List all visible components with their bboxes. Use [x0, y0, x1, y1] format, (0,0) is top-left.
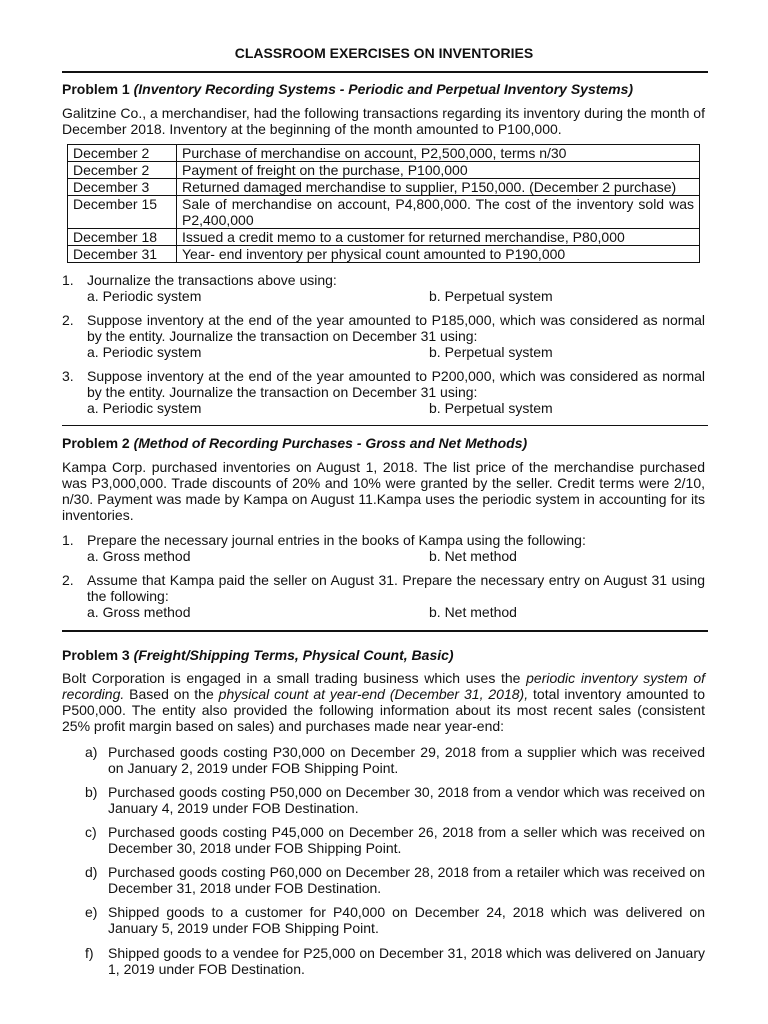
problem-3-intro	[62, 670, 705, 734]
table-row	[68, 179, 700, 196]
problem-2-label: Problem 2	[62, 435, 130, 451]
table-row	[68, 229, 700, 246]
item-label: b)	[85, 784, 98, 800]
option-b: b. Perpetual system	[429, 400, 553, 416]
description-cell: Purchase of merchandise on account, P2,500,000, terms n/30	[177, 145, 700, 162]
option-b: b. Net method	[429, 548, 517, 564]
question-text: Prepare the necessary journal entries in the books of Kampa using the following:	[87, 532, 586, 548]
description-cell: Issued a credit memo to a customer for returned merchandise, P80,000	[177, 229, 700, 246]
option-a: a. Gross method	[87, 604, 191, 620]
intro-text: total inventory amounted to P500,000. The entity also provided the following information about its most recent sales (consistent 25% profit margin based on sales) and purchases made near year-end:	[62, 686, 705, 734]
table-row	[68, 246, 700, 263]
divider	[62, 71, 708, 73]
description-cell: Payment of freight on the purchase, P100,000	[177, 162, 700, 179]
option-a: a. Gross method	[87, 548, 191, 564]
item-label: e)	[85, 904, 98, 920]
question-text: Suppose inventory at the end of the year amounted to P200,000, which was considered as normal by the entity. Journalize the transaction on December 31 using:	[87, 368, 705, 400]
description-cell: Returned damaged merchandise to supplier, P150,000. (December 2 purchase)	[177, 179, 700, 196]
date-cell: December 15	[68, 196, 177, 229]
option-a: a. Periodic system	[87, 400, 202, 416]
question-number: 1.	[62, 532, 74, 548]
date-cell: December 2	[68, 145, 177, 162]
description-cell: Year- end inventory per physical count amounted to P190,000	[177, 246, 700, 263]
intro-emphasis: physical count at year-end (December 31, 2018),	[218, 686, 529, 702]
question-text: Assume that Kampa paid the seller on August 31. Prepare the necessary entry on August 31 using the following:	[87, 572, 705, 604]
item-label: f)	[85, 945, 94, 961]
question-text: Suppose inventory at the end of the year amounted to P185,000, which was considered as normal by the entity. Journalize the transaction on December 31 using:	[87, 312, 705, 344]
option-b: b. Perpetual system	[429, 288, 553, 304]
divider	[62, 425, 708, 426]
item-label: c)	[85, 824, 97, 840]
problem-1-subtitle: (Inventory Recording Systems - Periodic and Perpetual Inventory Systems)	[133, 81, 634, 97]
question-number: 3.	[62, 368, 74, 384]
item-label: d)	[85, 864, 98, 880]
intro-emphasis: periodic inventory system of recording.	[62, 670, 705, 702]
list-item: Purchased goods costing P45,000 on December 26, 2018 from a seller which was received on December 30, 2018 under FOB Shipping Point.	[108, 824, 705, 856]
table-row	[68, 162, 700, 179]
date-cell: December 18	[68, 229, 177, 246]
list-item: Purchased goods costing P30,000 on December 29, 2018 from a supplier which was received on January 2, 2019 under FOB Shipping Point.	[108, 744, 705, 776]
question-text: Journalize the transactions above using:	[87, 272, 337, 288]
intro-text: Bolt Corporation is engaged in a small trading business which uses the	[62, 670, 527, 686]
question-number: 2.	[62, 572, 74, 588]
problem-3-subtitle: (Freight/Shipping Terms, Physical Count, Basic)	[133, 647, 454, 663]
transactions-table	[67, 144, 700, 263]
list-item: Shipped goods to a customer for P40,000 on December 24, 2018 which was delivered on January 5, 2019 under FOB Shipping Point.	[108, 904, 705, 936]
option-b: b. Perpetual system	[429, 344, 553, 360]
item-label: a)	[85, 744, 98, 760]
question-number: 1.	[62, 272, 74, 288]
problem-2-intro: Kampa Corp. purchased inventories on August 1, 2018. The list price of the merchandise purchased was P3,000,000. Trade discounts of 20% and 10% were granted by the seller. Credit terms were 2/10, n/30. Payment was made by Kampa on August 11.Kampa uses the periodic system in accounting for its inventories.	[62, 459, 705, 523]
divider	[62, 630, 708, 632]
problem-2-heading	[62, 435, 527, 451]
intro-text: Based on the	[124, 686, 219, 702]
problem-1-intro: Galitzine Co., a merchandiser, had the following transactions regarding its inventory during the month of December 2018. Inventory at the beginning of the month amounted to P100,000.	[62, 105, 705, 137]
problem-1-heading	[62, 81, 633, 97]
date-cell: December 2	[68, 162, 177, 179]
problem-2-subtitle: (Method of Recording Purchases - Gross and Net Methods)	[133, 435, 528, 451]
problem-3-label: Problem 3	[62, 647, 130, 663]
list-item: Purchased goods costing P60,000 on December 28, 2018 from a retailer which was received on December 31, 2018 under FOB Destination.	[108, 864, 705, 896]
list-item: Shipped goods to a vendee for P25,000 on December 31, 2018 which was delivered on January 1, 2019 under FOB Destination.	[108, 945, 705, 977]
page-title: CLASSROOM EXERCISES ON INVENTORIES	[234, 45, 534, 61]
option-b: b. Net method	[429, 604, 517, 620]
option-a: a. Periodic system	[87, 288, 202, 304]
problem-3-heading	[62, 647, 454, 663]
date-cell: December 3	[68, 179, 177, 196]
date-cell: December 31	[68, 246, 177, 263]
description-cell: Sale of merchandise on account, P4,800,000. The cost of the inventory sold was P2,400,000	[177, 196, 700, 229]
table-row	[68, 145, 700, 162]
list-item: Purchased goods costing P50,000 on December 30, 2018 from a vendor which was received on January 4, 2019 under FOB Destination.	[108, 784, 705, 816]
table-row	[68, 196, 700, 229]
option-a: a. Periodic system	[87, 344, 202, 360]
question-number: 2.	[62, 312, 74, 328]
problem-1-label: Problem 1	[62, 81, 130, 97]
